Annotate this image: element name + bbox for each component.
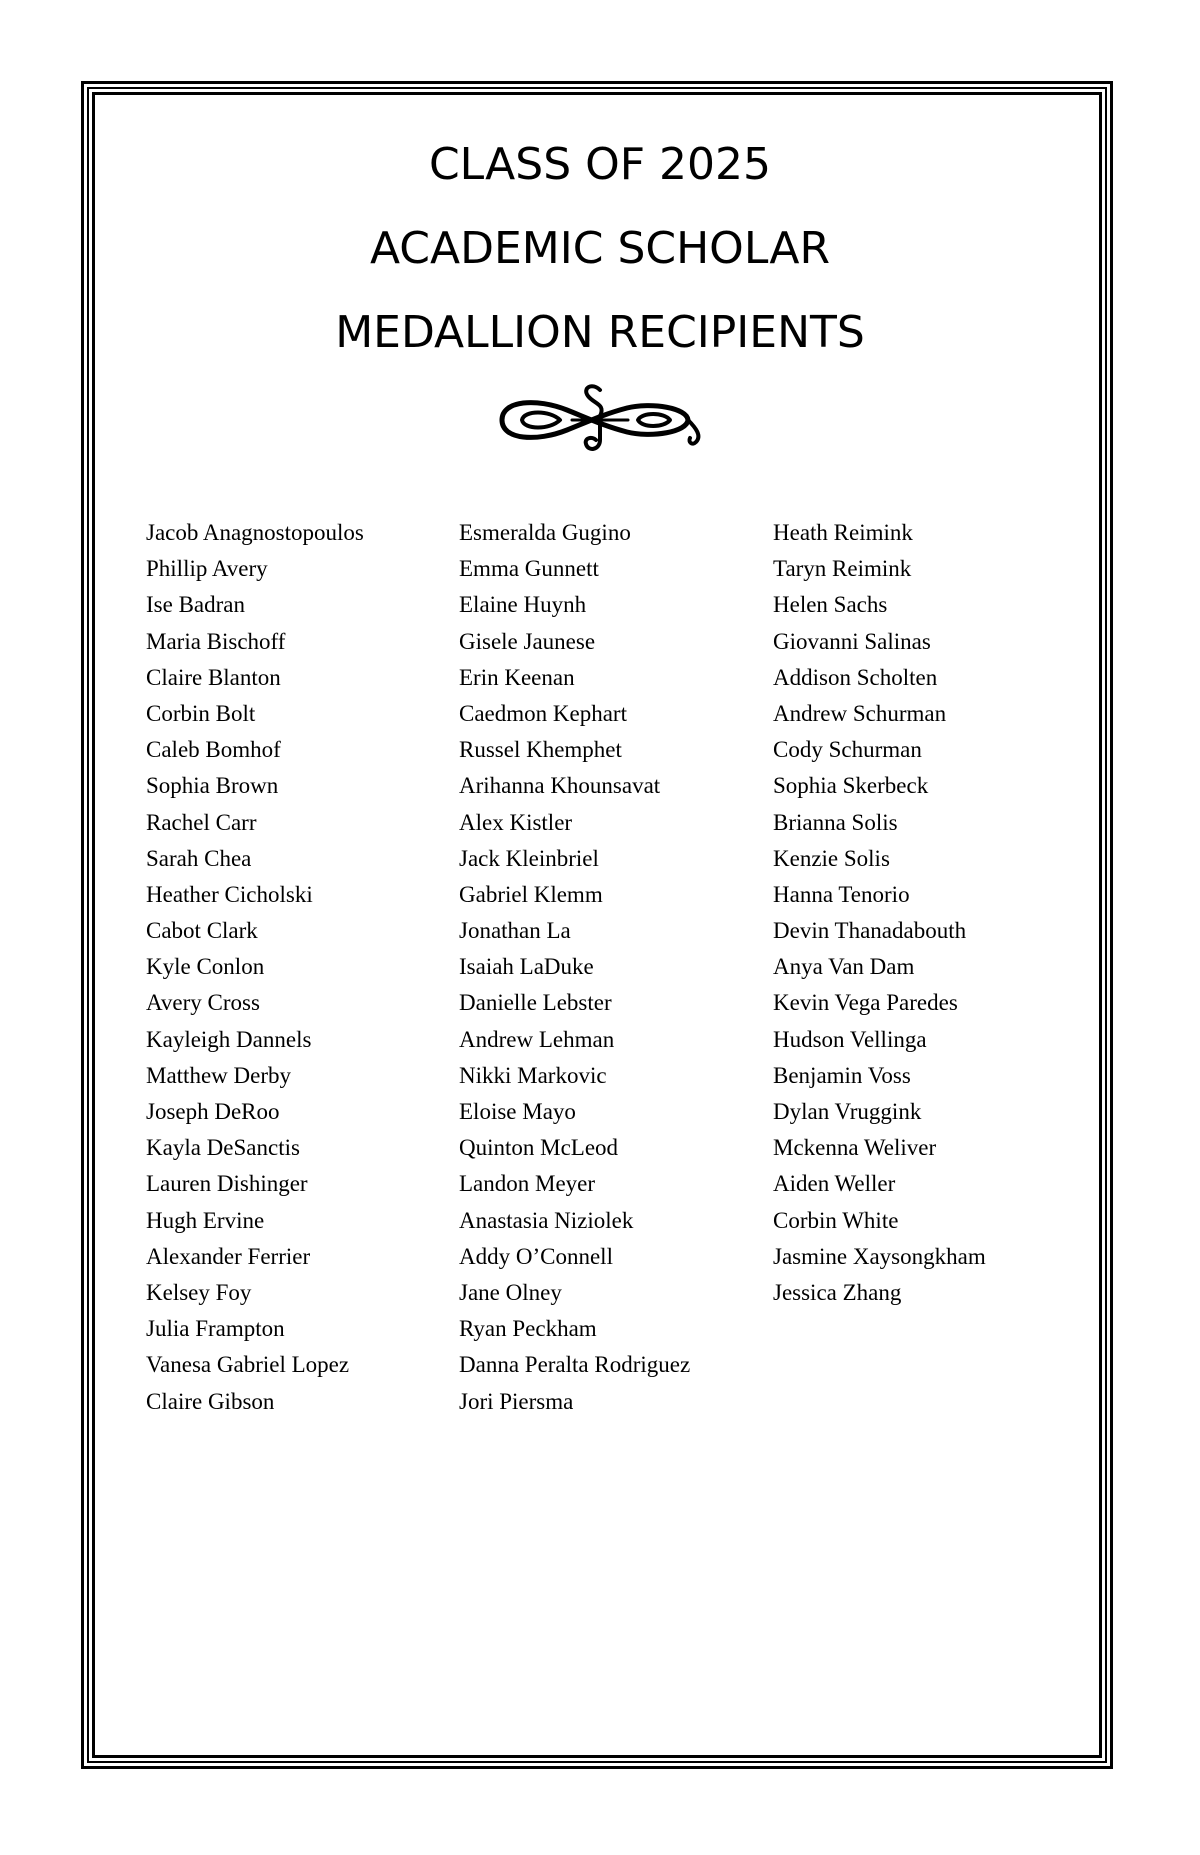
recipient-name: Hanna Tenorio (773, 881, 910, 907)
recipient-name: Addy O’Connell (459, 1243, 613, 1269)
title-line-class-year: CLASS OF 2025 (428, 139, 772, 190)
recipients-column-1 (146, 515, 364, 1420)
recipients-column-3 (773, 515, 986, 1311)
recipient-name: Kevin Vega Paredes (773, 990, 958, 1016)
recipient-name: Dylan Vruggink (773, 1099, 922, 1124)
recipient-name: Arihanna Khounsavat (459, 773, 661, 799)
recipient-name: Sophia Brown (146, 773, 279, 799)
recipient-name: Anastasia Niziolek (459, 1207, 634, 1233)
recipient-name: Benjamin Voss (773, 1062, 911, 1088)
recipient-name: Eloise Mayo (459, 1099, 576, 1124)
recipient-name: Landon Meyer (459, 1171, 596, 1197)
recipient-name: Alex Kistler (459, 809, 573, 835)
title-line-award: ACADEMIC SCHOLAR (369, 223, 831, 274)
recipient-name: Caleb Bomhof (146, 737, 281, 763)
recipient-name: Addison Scholten (773, 664, 938, 690)
recipient-name: Brianna Solis (773, 809, 898, 835)
recipient-name: Heather Cicholski (146, 881, 313, 907)
recipient-name: Erin Keenan (459, 664, 575, 690)
recipient-name: Jacob Anagnostopoulos (146, 520, 364, 545)
recipient-name: Hudson Vellinga (773, 1026, 927, 1052)
recipient-name: Heath Reimink (773, 520, 913, 545)
recipient-name: Kyle Conlon (146, 954, 265, 980)
recipient-name: Avery Cross (146, 990, 260, 1016)
recipient-name: Lauren Dishinger (146, 1171, 308, 1197)
recipient-name: Maria Bischoff (146, 628, 286, 654)
recipient-name: Andrew Schurman (773, 700, 947, 726)
recipient-name: Vanesa Gabriel Lopez (146, 1352, 350, 1378)
recipient-name: Taryn Reimink (773, 556, 912, 582)
recipient-name: Russel Khemphet (459, 737, 622, 763)
recipient-name: Cabot Clark (146, 918, 258, 944)
recipient-name: Jonathan La (459, 918, 571, 944)
recipient-name: Sophia Skerbeck (773, 773, 929, 799)
recipient-name: Matthew Derby (146, 1062, 291, 1088)
recipient-name: Claire Blanton (146, 664, 281, 690)
recipient-name: Kelsey Foy (146, 1279, 252, 1305)
recipient-name: Gabriel Klemm (459, 881, 603, 907)
recipient-name: Joseph DeRoo (146, 1099, 280, 1124)
recipient-name: Ise Badran (146, 592, 245, 618)
recipient-name: Claire Gibson (146, 1388, 275, 1414)
recipient-name: Cody Schurman (773, 737, 922, 763)
recipient-name: Jane Olney (459, 1279, 562, 1305)
recipient-name: Corbin White (773, 1207, 899, 1233)
recipient-name: Danielle Lebster (459, 990, 612, 1016)
recipient-name: Kayleigh Dannels (146, 1026, 312, 1052)
recipient-name: Ryan Peckham (459, 1316, 597, 1342)
recipient-name: Corbin Bolt (146, 700, 256, 726)
recipients-column-2 (459, 515, 690, 1420)
recipient-name: Aiden Weller (773, 1171, 896, 1197)
recipient-name: Gisele Jaunese (459, 628, 596, 654)
recipient-name: Elaine Huynh (459, 592, 587, 618)
recipient-name: Kayla DeSanctis (146, 1135, 300, 1161)
recipient-name: Andrew Lehman (459, 1026, 615, 1052)
flourish-divider-icon (492, 380, 708, 460)
title-line-recipients: MEDALLION RECIPIENTS (335, 307, 865, 358)
recipient-name: Isaiah LaDuke (459, 954, 594, 980)
recipient-name: Devin Thanadabouth (773, 918, 967, 944)
recipient-name: Esmeralda Gugino (459, 520, 631, 545)
recipient-name: Kenzie Solis (773, 845, 890, 871)
recipient-name: Giovanni Salinas (773, 628, 931, 654)
recipient-name: Caedmon Kephart (459, 700, 627, 726)
recipient-name: Hugh Ervine (146, 1207, 265, 1233)
recipient-name: Mckenna Weliver (773, 1135, 937, 1161)
recipient-name: Emma Gunnett (459, 556, 599, 582)
recipient-name: Helen Sachs (773, 592, 888, 618)
recipient-name: Jori Piersma (459, 1388, 574, 1414)
recipient-name: Jessica Zhang (773, 1279, 902, 1305)
recipient-name: Jack Kleinbriel (459, 845, 599, 871)
recipient-name: Jasmine Xaysongkham (773, 1243, 986, 1269)
recipient-name: Danna Peralta Rodriguez (459, 1352, 691, 1378)
recipient-name: Rachel Carr (146, 809, 257, 835)
recipient-name: Quinton McLeod (459, 1135, 619, 1161)
recipient-name: Sarah Chea (146, 845, 252, 871)
recipient-name: Nikki Markovic (459, 1062, 607, 1088)
recipient-name: Phillip Avery (146, 556, 268, 582)
recipient-name: Anya Van Dam (773, 954, 915, 980)
recipient-name: Julia Frampton (146, 1316, 285, 1342)
recipient-name: Alexander Ferrier (146, 1243, 311, 1269)
